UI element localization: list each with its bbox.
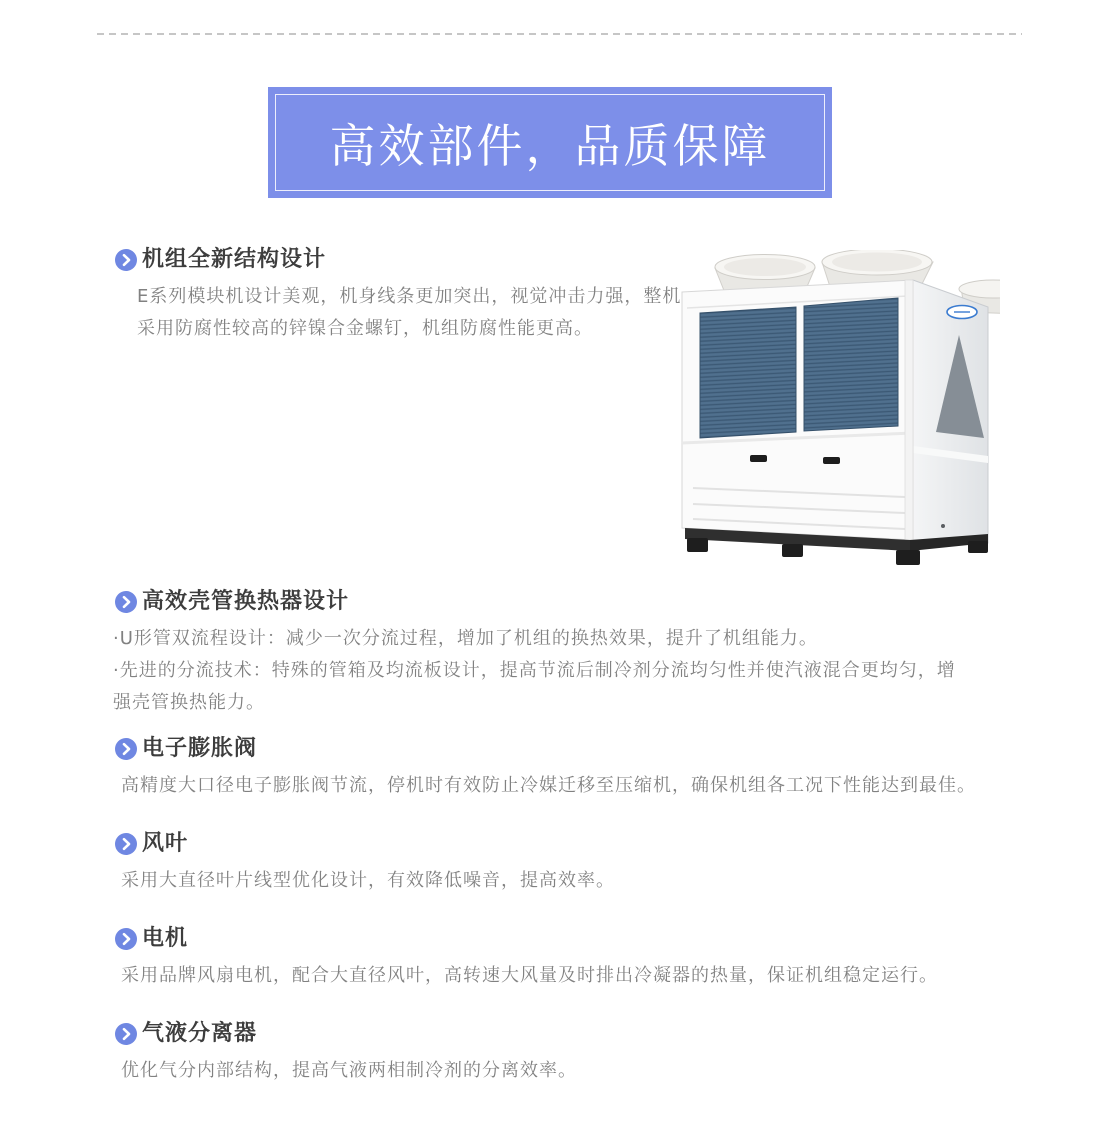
section-header — [115, 588, 1030, 616]
section-body — [121, 770, 1030, 802]
section-fan-blade — [115, 830, 1030, 897]
section-paragraph: E系列模块机设计美观，机身线条更加突出，视觉冲击力强，整机采用防腐性较高的锌镍合金螺钉，机组防腐性能更高。 — [137, 286, 682, 339]
section-header — [115, 735, 1030, 763]
vent-slot — [823, 457, 840, 464]
section-header — [115, 1020, 1030, 1048]
chevron-right-circle-icon — [115, 591, 137, 613]
dashed-divider — [97, 33, 1022, 35]
section-body — [121, 865, 1030, 897]
section-header — [115, 925, 1030, 953]
section-paragraph: 高精度大口径电子膨胀阀节流，停机时有效防止冷媒迁移至压缩机，确保机组各工况下性能达到最佳。 — [121, 775, 976, 796]
banner-inner-border — [275, 94, 825, 191]
section-body — [113, 623, 965, 719]
section-paragraph: 采用品牌风扇电机，配合大直径风叶，高转速大风量及时排出冷凝器的热量，保证机组稳定运行。 — [121, 965, 938, 986]
section-gas-liquid-separator — [115, 1020, 1030, 1087]
coil-panel — [700, 307, 796, 438]
chevron-right-circle-icon — [115, 249, 137, 271]
section-header — [115, 830, 1030, 858]
chevron-right-circle-icon — [115, 833, 137, 855]
section-body — [121, 960, 1030, 992]
section-paragraph: ·U形管双流程设计：减少一次分流过程，增加了机组的换热效果，提升了机组能力。 — [113, 628, 818, 649]
section-paragraph: 采用大直径叶片线型优化设计，有效降低噪音，提高效率。 — [121, 870, 615, 891]
section-body — [137, 281, 682, 345]
section-paragraph: ·先进的分流技术：特殊的管箱及均流板设计，提高节流后制冷剂分流均匀性并使汽液混合更均匀，增强壳管换热能力。 — [113, 660, 956, 713]
section-heading: 机组全新结构设计 — [142, 247, 327, 272]
section-paragraph: 优化气分内部结构，提高气液两相制冷剂的分离效率。 — [121, 1060, 577, 1081]
section-heading: 风叶 — [142, 831, 189, 856]
section-heading: 气液分离器 — [142, 1021, 258, 1046]
chevron-right-circle-icon — [115, 1023, 137, 1045]
brand-logo-icon — [947, 306, 977, 319]
vent-slot — [750, 455, 767, 462]
section-heading: 高效壳管换热器设计 — [142, 589, 350, 614]
product-image — [665, 250, 1000, 575]
chiller-front-panel — [682, 280, 913, 540]
section-heading: 电子膨胀阀 — [142, 736, 258, 761]
section-expansion-valve — [115, 735, 1030, 802]
section-motor — [115, 925, 1030, 992]
section-body — [121, 1055, 1030, 1087]
chevron-right-circle-icon — [115, 738, 137, 760]
section-heading: 电机 — [142, 926, 189, 951]
section-heat-exchanger — [115, 588, 1030, 719]
coil-panel — [804, 298, 898, 431]
chiller-side-panel — [913, 280, 988, 543]
chevron-right-circle-icon — [115, 928, 137, 950]
banner-title: 高效部件，品质保障 — [329, 118, 771, 173]
title-banner — [268, 87, 832, 198]
